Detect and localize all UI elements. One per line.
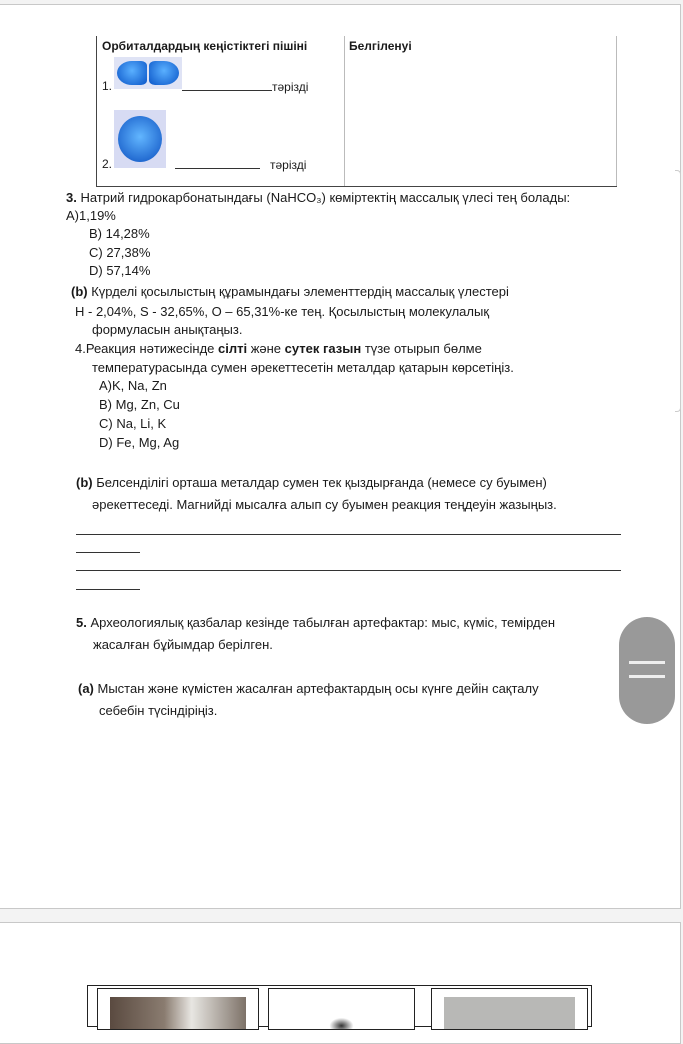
q5-line1: 5. Археологиялық қазбалар кезінде табылған артефактар: мыс, күміс, темірден xyxy=(76,615,555,630)
q5a-line1: (a) Мыстан және күмістен жасалған артефактардың осы күнге дейін сақталу xyxy=(78,681,539,696)
table-header-shape: Орбиталдардың кеңістіктегі пішіні xyxy=(102,39,308,53)
q3b-line3: формуласын анықтаңыз. xyxy=(92,322,243,337)
grip-icon xyxy=(629,675,665,678)
q4-option-c: C) Na, Li, K xyxy=(99,416,167,431)
q3-option-d: D) 57,14% xyxy=(89,263,151,278)
row2-suffix: тәрізді xyxy=(270,158,307,172)
table-header-notation: Белгіленуі xyxy=(349,39,412,53)
q3b-line2: H - 2,04%, S - 32,65%, O – 65,31%-ке тең. Қосылыстың молекулалық xyxy=(75,304,490,319)
row1-answer[interactable] xyxy=(182,78,308,95)
q4-line2: температурасында сумен әрекеттесетін металдар қатарын көрсетіңіз. xyxy=(92,360,514,375)
answer-line[interactable] xyxy=(76,570,621,571)
q3-option-a: A)1,19% xyxy=(66,208,116,223)
scroll-handle[interactable] xyxy=(619,617,675,724)
answer-line[interactable] xyxy=(76,589,140,590)
q5-line2: жасалған бұйымдар берілген. xyxy=(93,637,273,652)
q3-option-b: B) 14,28% xyxy=(89,226,150,241)
grip-icon xyxy=(629,661,665,664)
s-orbital-image xyxy=(114,110,166,168)
q5a-line2: себебін түсіндіріңіз. xyxy=(99,703,218,718)
row2-answer[interactable] xyxy=(175,156,306,173)
q3b-line1: (b) Күрделі қосылыстың құрамындағы элементтердің массалық үлестері xyxy=(71,284,509,299)
answer-line[interactable] xyxy=(76,552,140,553)
q4b-line2: әрекеттеседі. Магнийді мысалға алып су буымен реакция теңдеуін жазыңыз. xyxy=(92,497,557,512)
row2-number: 2. xyxy=(102,157,113,171)
q4-line1: 4.Реакция нәтижесінде сілті және сутек газын түзе отырып бөлме xyxy=(75,341,482,356)
p-orbital-image xyxy=(114,57,182,89)
row1-suffix: тәрізді xyxy=(272,80,309,94)
q4-option-d: D) Fe, Mg, Ag xyxy=(99,435,180,450)
q4-option-a: A)K, Na, Zn xyxy=(99,378,167,393)
page-edge-scroll-indicator xyxy=(675,170,681,412)
q3-option-c: C) 27,38% xyxy=(89,245,151,260)
answer-line[interactable] xyxy=(76,534,621,535)
q3-text: 3. Натрий гидрокарбонатындағы (NaHCO₃) көміртектің массалық үлесі тең болады: xyxy=(66,190,571,205)
q4-option-b: B) Mg, Zn, Cu xyxy=(99,397,180,412)
row1-number: 1. xyxy=(102,79,113,93)
q4b-line1: (b) Белсенділігі орташа металдар сумен тек қыздырғанда (немесе су буымен) xyxy=(76,475,547,490)
